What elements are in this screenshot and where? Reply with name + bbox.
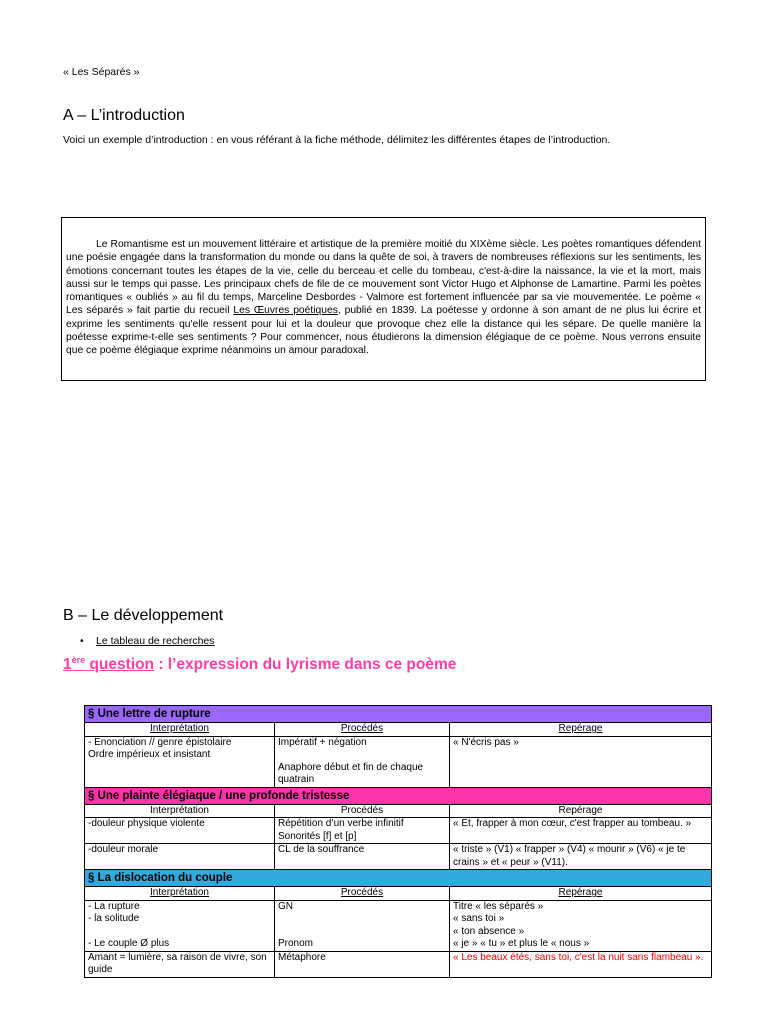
table-cell: « Et, frapper à mon cœur, c'est frapper au tombeau. » (450, 818, 712, 844)
col-header-reperage: Repérage (450, 723, 712, 737)
col-header-reperage: Repérage (450, 887, 712, 901)
document-title: « Les Séparés » (63, 66, 140, 78)
table-cell: - Enonciation // genre épistolaire Ordre impérieux et insistant (85, 736, 275, 787)
question-number: 1 (63, 656, 72, 674)
table-cell: « N'écris pas » (450, 736, 712, 787)
intro-instruction: Voici un exemple d’introduction : en vous référant à la fiche méthode, délimitez les différentes étapes de l’introduction. (63, 134, 611, 146)
research-table-link[interactable]: Le tableau de recherches (96, 635, 215, 647)
research-table (84, 705, 712, 978)
book-title: Les Œuvres poétiques (233, 305, 338, 317)
table-cell: « triste » (V1) « frapper » (V4) « mourir » (V6) « je te crains » et « peur » (V11). (450, 844, 712, 870)
table-cell: -douleur physique violente (85, 818, 275, 844)
section-title-dislocation: § La dislocation du couple (85, 870, 712, 887)
table-cell: -douleur morale (85, 844, 275, 870)
intro-text-part1: Le Romantisme est un mouvement littéraire et artistique de la première moitié du XIXème siècle. Les poètes romantiques défendent une poésie engagée dans la transformation du monde ou dans la quête de soi, à travers de nombreuses réflexions sur les sentiments, les émotions concernant toutes les étapes de la vie, celle du berceau et celle du tombeau, c'est-à-dire la naissance, la vie et la mort, mais aussi sur le temps qui passe. Les principaux chefs de file de ce mouvement sont Victor Hugo et Alphonse de Lamartine. Parmi les poètes romantiques « oubliés » au fil du temps, Marceline Desbordes - Valmore est fortement influencée par sa vie mouvementée. Le poème « Les séparés » fait partie du recueil (66, 239, 701, 317)
table-row (85, 736, 712, 787)
col-header-procedes: Procédés (275, 723, 450, 737)
section-b-heading: B – Le développement (63, 607, 224, 624)
table-row (85, 844, 712, 870)
section-a-heading: A – L’introduction (63, 107, 185, 124)
table-header-row (85, 723, 712, 737)
table-cell: Répétition d’un verbe infinitif Sonorités [f] et [p] (275, 818, 450, 844)
question-sup: ère (71, 655, 86, 665)
question-word: question (85, 656, 155, 674)
table-cell-quote: « Les beaux étés, sans toi, c'est la nuit sans flambeau ». (450, 951, 712, 977)
col-header-interpretation: Interprétation (85, 804, 275, 818)
section-title-rupture: § Une lettre de rupture (85, 706, 712, 723)
bullet-item (80, 635, 215, 647)
section-title-plainte: § Une plainte élégiaque / une profonde tristesse (85, 787, 712, 804)
table-header-row (85, 804, 712, 818)
table-section-header (85, 706, 712, 723)
col-header-interpretation: Interprétation (85, 723, 275, 737)
col-header-reperage: Repérage (450, 804, 712, 818)
col-header-procedes: Procédés (275, 804, 450, 818)
table-cell: CL de la souffrance (275, 844, 450, 870)
question-text: : l’expression du lyrisme dans ce poème (154, 656, 457, 674)
table-cell: Titre « les séparés » « sans toi » « ton absence » « je » « tu » et plus le « nous » (450, 900, 712, 951)
question-heading (63, 655, 456, 674)
bullet-icon: • (80, 635, 84, 647)
table-cell: Métaphore (275, 951, 450, 977)
table-cell: Amant = lumière, sa raison de vivre, son guide (85, 951, 275, 977)
table-section-header (85, 787, 712, 804)
table-header-row (85, 887, 712, 901)
table-section-header (85, 870, 712, 887)
table-row (85, 818, 712, 844)
table-cell: GN Pronom (275, 900, 450, 951)
col-header-interpretation: Interprétation (85, 887, 275, 901)
table-row (85, 900, 712, 951)
table-row (85, 951, 712, 977)
question-number-link[interactable] (63, 656, 154, 673)
introduction-box (61, 217, 706, 381)
table-cell: Impératif + négation Anaphore début et fin de chaque quatrain (275, 736, 450, 787)
col-header-procedes: Procédés (275, 887, 450, 901)
intro-text-part2: , publié en 1839. La poétesse y ordonne à son amant de ne plus lui écrire et exprime les sentiments qu'elle ressent pour lui et la douleur que provoque chez elle la distance qui les sépare. De quelle manière la poétesse exprime-t-elle ses sentiments ? Pour commencer, nous étudierons la dimension élégiaque de ce poème. Nous verrons ensuite que ce poème élégiaque exprime néanmoins un amour paradoxal. (66, 305, 701, 357)
introduction-paragraph (66, 238, 701, 358)
table-cell: - La rupture - la solitude - Le couple Ø plus (85, 900, 275, 951)
